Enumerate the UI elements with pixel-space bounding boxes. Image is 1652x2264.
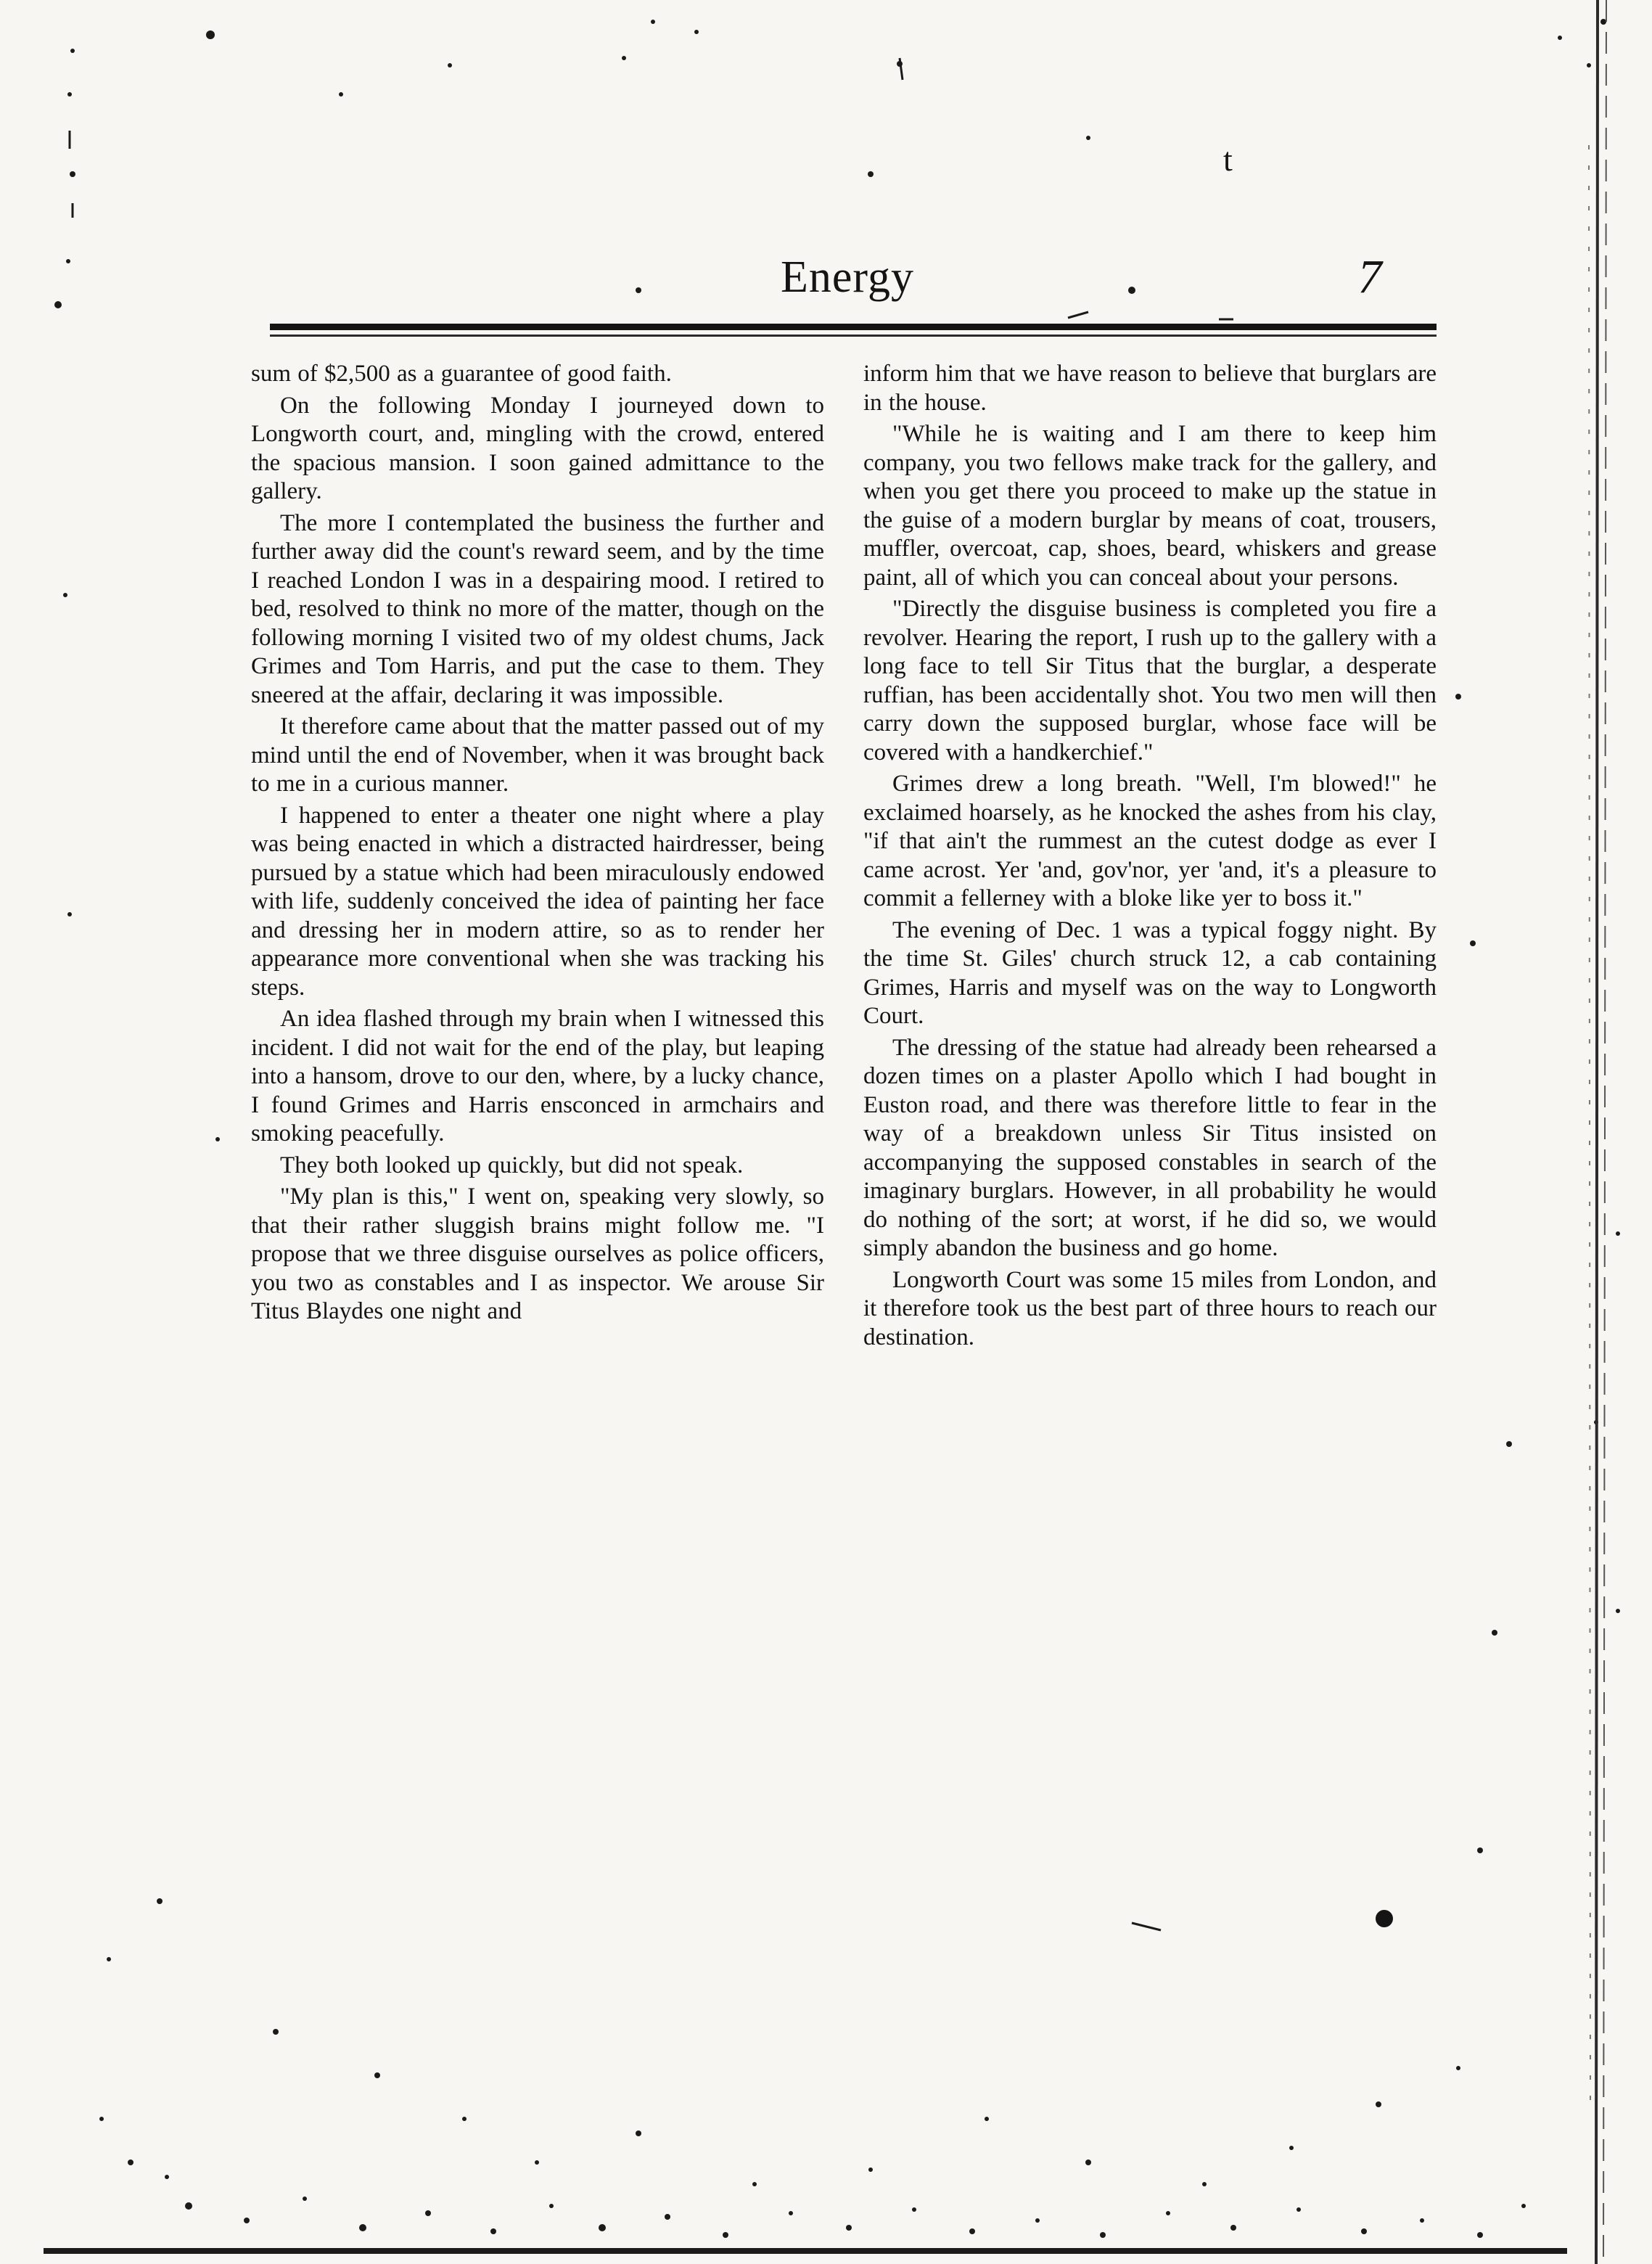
paragraph: "My plan is this," I went on, speaking very slowly, so that their rather sluggish brains might follow me. "I propose that we three disguise ourselves as police officers, you two as constables and I as inspector. We arouse Sir Titus Blaydes one night and (251, 1184, 824, 1324)
paragraph: The evening of Dec. 1 was a typical foggy night. By the time St. Giles' church struck 12, a cab containing Grimes, Harris and myself was on the way to Longworth Court. (863, 916, 1437, 1029)
paragraph: I happened to enter a theater one night where a play was being enacted in which a distracted hairdresser, being pursued by a statue which had been miraculously endowed with life, suddenly conceived the idea of painting her face and dressing her in modern attire, so as to render her appearance more conventional when she was tracking his steps. (251, 802, 824, 1001)
paragraph: An idea flashed through my brain when I witnessed this incident. I did not wait for the end of the play, but leaping into a hansom, drove to our den, where, by a lucky chance, I found Grimes and Harris ensconced in armchairs and smoking peacefully. (251, 1006, 824, 1147)
left-column (251, 360, 824, 1329)
paragraph: inform him that we have reason to believe that burglars are in the house. (863, 361, 1437, 416)
paragraph: They both looked up quickly, but did not speak. (280, 1152, 744, 1178)
paragraph: The more I contemplated the business the further and further away did the count's reward seem, and by the time I reached London I was in a despairing mood. I retired to bed, resolved to think no more of the matter, though on the following morning I visited two of my oldest chums, Jack Grimes and Tom Harris, and put the case to them. They sneered at the affair, declaring it was impossible. (251, 509, 824, 708)
paragraph: Longworth Court was some 15 miles from London, and it therefore took us the best part of three hours to reach our destination. (863, 1266, 1437, 1350)
end-of-article-mark (1376, 1910, 1393, 1927)
paragraph: On the following Monday I journeyed down to Longworth court, and, mingling with the crowd, entered the spacious mansion. I soon gained admittance to the gallery. (251, 392, 824, 504)
header-rule-thin (270, 335, 1437, 337)
page-header-title: Energy (781, 253, 914, 302)
header-rule (270, 324, 1437, 330)
scan-edge (1560, 0, 1618, 2264)
paragraph: "While he is waiting and I am there to keep him company, you two fellows make track for the gallery, and when you get there you proceed to make up the statue in the guise of a modern burglar by means of coat, trousers, muffler, overcoat, cap, shoes, beard, whiskers and grease paint, all of which you can conceal about your persons. (863, 421, 1437, 591)
page-bottom-edge (44, 2248, 1567, 2254)
paragraph: Grimes drew a long breath. "Well, I'm blowed!" he exclaimed hoarsely, as he knocked the ashes from his clay, "if that ain't the rummest an the cutest dodge as ever I came acrost. Yer 'and, gov'nor, yer 'and, it's a pleasure to commit a fellerney with a bloke like yer to boss it." (863, 771, 1437, 911)
right-column (863, 360, 1437, 1355)
paragraph: It therefore came about that the matter passed out of my mind until the end of November, when it was brought back to me in a curious manner. (251, 713, 824, 797)
stray-mark: t (1223, 141, 1233, 178)
paragraph: "Directly the disguise business is completed you fire a revolver. Hearing the report, I rush up to the gallery with a long face to tell Sir Titus that the burglar, a desperate ruffian, has been accidentally shot. You two men will then carry down the supposed burglar, whose face will be covered with a handkerchief." (863, 596, 1437, 766)
paragraph: sum of $2,500 as a guarantee of good faith. (251, 361, 672, 387)
paragraph: The dressing of the statue had already been rehearsed a dozen times on a plaster Apollo which I had bought in Euston road, and there was therefore little to fear in the way of a breakdown unless Sir Titus insisted on accompanying the supposed constables in search of the imaginary burglars. However, in all probability he would do nothing of the sort; at worst, if he did so, we would simply abandon the business and go home. (863, 1034, 1437, 1261)
page-number: 7 (1357, 250, 1382, 303)
